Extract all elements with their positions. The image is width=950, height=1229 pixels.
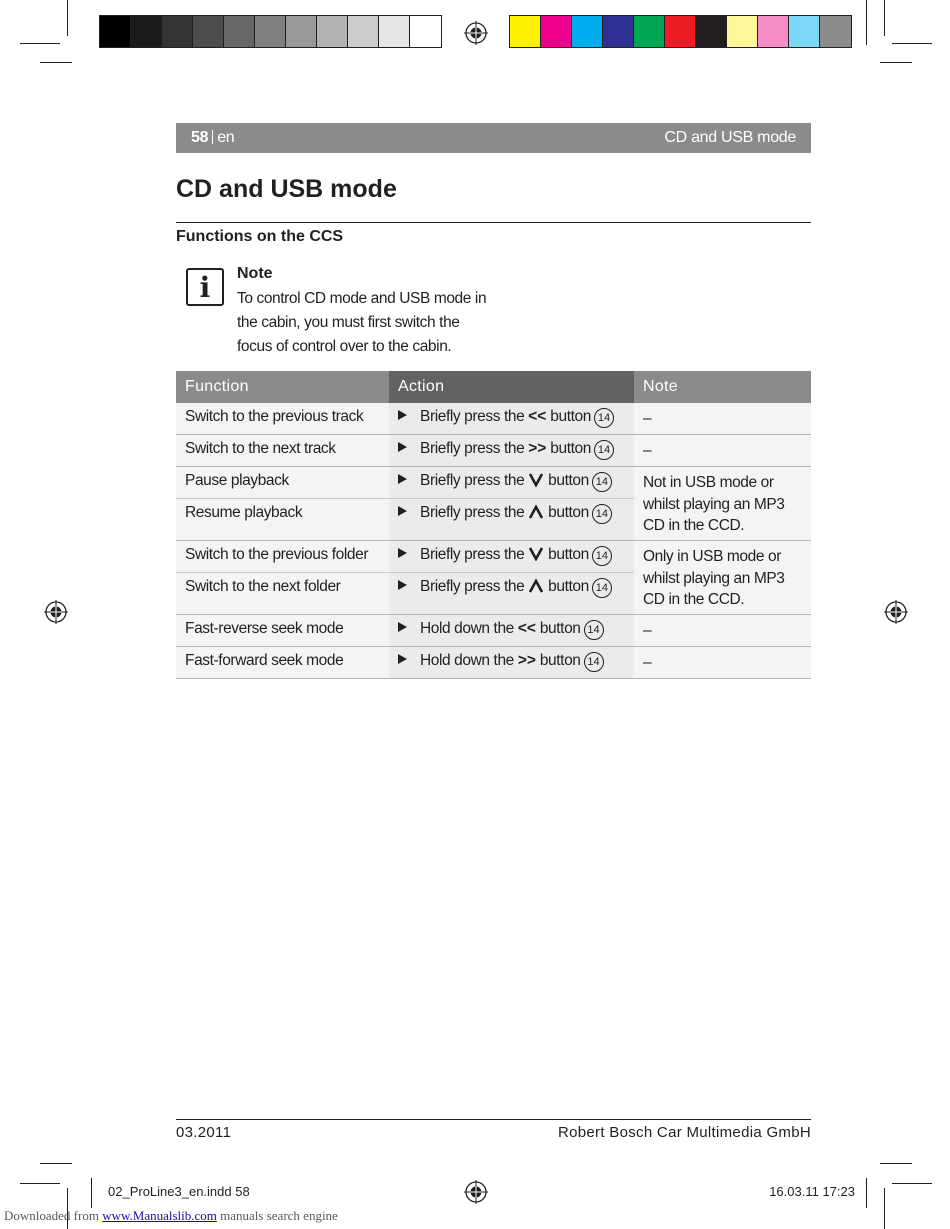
function-cell: Switch to the previous folder (176, 541, 389, 573)
slug-filename: 02_ProLine3_en.indd 58 (108, 1184, 250, 1199)
functions-table (176, 371, 811, 679)
color-swatch (572, 16, 603, 47)
bullet-arrow-icon (398, 410, 407, 420)
chevron-up-icon (528, 579, 544, 593)
function-cell: Fast-forward seek mode (176, 647, 389, 679)
color-swatch (820, 16, 851, 47)
button-reference-number: 14 (584, 620, 604, 640)
crop-mark (866, 0, 867, 45)
color-swatch (510, 16, 541, 47)
crop-mark (866, 1178, 867, 1208)
title-divider (176, 222, 811, 223)
note-cell: Only in USB mode or whilst playing an MP3 CD in the CCD. (634, 541, 811, 615)
footer-company: Robert Bosch Car Multimedia GmbH (557, 1124, 811, 1141)
crop-mark (884, 0, 885, 36)
color-swatch (224, 16, 255, 47)
crop-mark (40, 62, 72, 63)
table-row (176, 615, 811, 647)
action-cell: Hold down the << button 14 (389, 615, 634, 647)
bullet-arrow-icon (398, 548, 407, 558)
registration-mark-icon (884, 600, 908, 624)
page-title: CD and USB mode (176, 175, 397, 203)
registration-mark-icon (464, 21, 488, 45)
action-cell: Briefly press the button 14 (389, 573, 634, 615)
function-cell: Switch to the next track (176, 435, 389, 467)
language-code: en (217, 129, 235, 146)
header-page-info (191, 129, 234, 147)
footer-date: 03.2011 (176, 1124, 232, 1141)
color-swatch (789, 16, 820, 47)
bullet-arrow-icon (398, 474, 407, 484)
button-reference-number: 14 (594, 440, 614, 460)
table-row (176, 435, 811, 467)
column-header-action: Action (389, 371, 634, 403)
crop-mark (20, 43, 60, 44)
bullet-arrow-icon (398, 442, 407, 452)
crop-mark (884, 1188, 885, 1229)
note-cell: – (634, 403, 811, 435)
color-swatch (727, 16, 758, 47)
header-section-title: CD and USB mode (664, 129, 796, 146)
color-swatch (100, 16, 131, 47)
function-cell: Switch to the previous track (176, 403, 389, 435)
button-reference-number: 14 (592, 472, 612, 492)
function-cell: Fast-reverse seek mode (176, 615, 389, 647)
action-cell: Briefly press the button 14 (389, 467, 634, 499)
color-swatch (603, 16, 634, 47)
note-text: To control CD mode and USB mode in the cabin, you must first switch the focus of control over to the cabin. (237, 290, 487, 355)
color-swatch (541, 16, 572, 47)
action-cell: Briefly press the button 14 (389, 499, 634, 541)
note-cell: – (634, 647, 811, 679)
crop-mark (892, 1183, 932, 1184)
registration-mark-icon (464, 1180, 488, 1204)
crop-mark (40, 1163, 72, 1164)
action-cell: Briefly press the button 14 (389, 541, 634, 573)
chevron-down-icon (528, 473, 544, 487)
color-swatch (317, 16, 348, 47)
button-symbol: >> (528, 440, 547, 457)
info-icon (186, 268, 224, 306)
info-icon-glyph: i (199, 271, 211, 304)
header-separator (212, 130, 213, 144)
column-header-function: Function (176, 371, 389, 403)
chevron-up-icon (528, 505, 544, 519)
crop-mark (880, 62, 912, 63)
table-header-row (176, 371, 811, 403)
button-reference-number: 14 (592, 578, 612, 598)
bullet-arrow-icon (398, 654, 407, 664)
color-swatch (131, 16, 162, 47)
table-row (176, 541, 811, 573)
action-cell: Briefly press the >> button 14 (389, 435, 634, 467)
grayscale-color-bar (99, 15, 442, 48)
note-cell: – (634, 615, 811, 647)
bullet-arrow-icon (398, 506, 407, 516)
color-swatch (379, 16, 410, 47)
slug-timestamp: 16.03.11 17:23 (769, 1184, 855, 1199)
column-header-note: Note (634, 371, 811, 403)
crop-mark (91, 0, 92, 55)
chevron-down-icon (528, 547, 544, 561)
color-swatch (665, 16, 696, 47)
crop-mark (91, 1178, 92, 1208)
color-swatch (255, 16, 286, 47)
note-cell: Not in USB mode or whilst playing an MP3 CD in the CCD. (634, 467, 811, 541)
button-symbol: << (517, 620, 536, 637)
manualslib-link[interactable]: www.Manualslib.com (102, 1208, 217, 1223)
crop-mark (880, 1163, 912, 1164)
button-reference-number: 14 (594, 408, 614, 428)
registration-mark-icon (44, 600, 68, 624)
function-cell: Resume playback (176, 499, 389, 541)
download-notice-prefix: Downloaded from (4, 1208, 99, 1223)
table-row (176, 403, 811, 435)
note-heading: Note (237, 265, 273, 282)
color-swatch (286, 16, 317, 47)
button-symbol: << (528, 408, 547, 425)
bullet-arrow-icon (398, 580, 407, 590)
section-title: Functions on the CCS (176, 228, 344, 245)
color-swatch (634, 16, 665, 47)
footer-divider (176, 1119, 811, 1120)
download-notice (4, 1208, 338, 1224)
button-reference-number: 14 (584, 652, 604, 672)
download-notice-suffix: manuals search engine (220, 1208, 338, 1223)
color-swatch (348, 16, 379, 47)
running-header (176, 123, 811, 153)
button-symbol: >> (517, 652, 536, 669)
bullet-arrow-icon (398, 622, 407, 632)
crop-mark (892, 43, 932, 44)
button-reference-number: 14 (592, 504, 612, 524)
button-reference-number: 14 (592, 546, 612, 566)
table-row (176, 467, 811, 499)
color-swatch (162, 16, 193, 47)
note-cell: – (634, 435, 811, 467)
function-cell: Pause playback (176, 467, 389, 499)
action-cell: Briefly press the << button 14 (389, 403, 634, 435)
table-row (176, 647, 811, 679)
page-number: 58 (191, 129, 209, 146)
color-swatch (410, 16, 441, 47)
function-cell: Switch to the next folder (176, 573, 389, 615)
action-cell: Hold down the >> button 14 (389, 647, 634, 679)
crop-mark (20, 1183, 60, 1184)
crop-mark (67, 0, 68, 36)
color-swatch (758, 16, 789, 47)
color-swatch (193, 16, 224, 47)
color-swatch (696, 16, 727, 47)
process-color-bar (509, 15, 852, 48)
